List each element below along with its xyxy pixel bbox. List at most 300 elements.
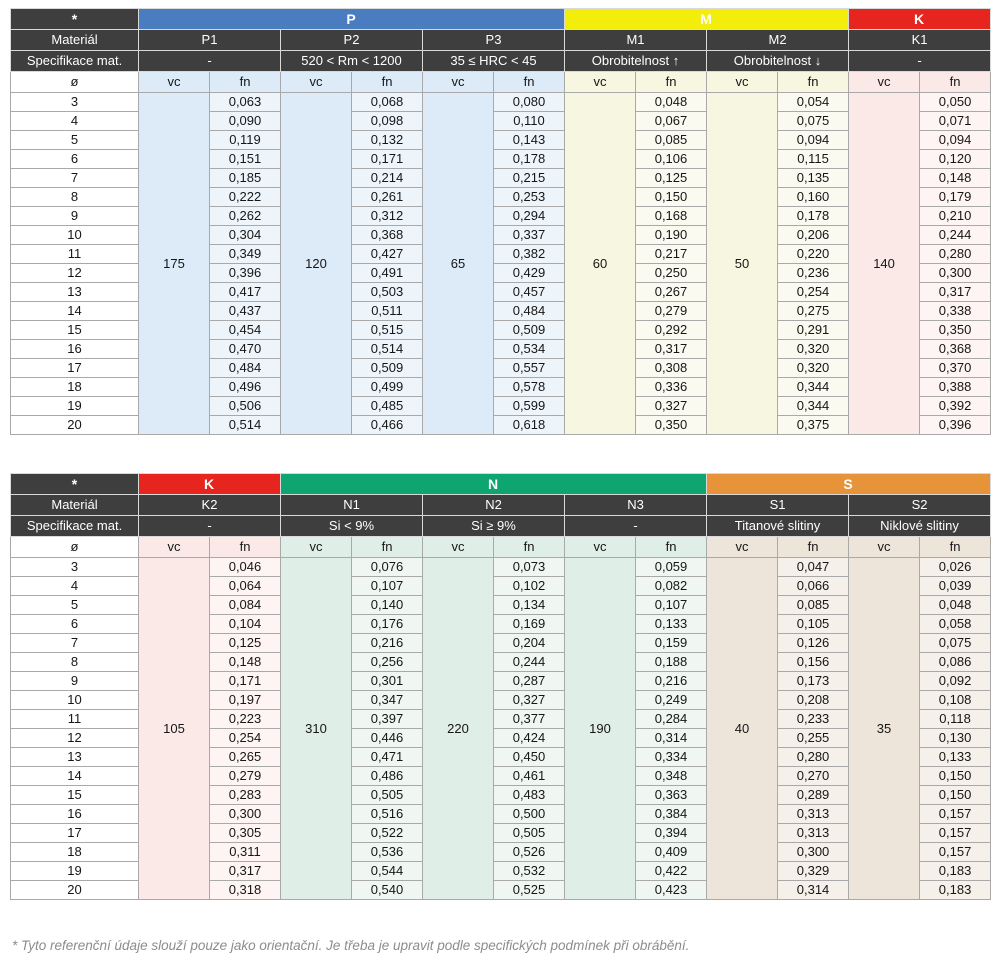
fn-value-cell: 0,143 <box>494 131 565 150</box>
fn-value-cell: 0,334 <box>636 748 707 767</box>
fn-value-cell: 0,206 <box>778 226 849 245</box>
fn-value-cell: 0,500 <box>494 805 565 824</box>
column-header-fn-M2: fn <box>778 72 849 93</box>
material-row-label: Materiál <box>11 30 139 51</box>
fn-value-cell: 0,368 <box>920 340 991 359</box>
fn-value-cell: 0,063 <box>210 93 281 112</box>
fn-value-cell: 0,499 <box>352 378 423 397</box>
diameter-cell: 8 <box>11 188 139 207</box>
diameter-cell: 18 <box>11 843 139 862</box>
fn-value-cell: 0,039 <box>920 577 991 596</box>
fn-value-cell: 0,363 <box>636 786 707 805</box>
fn-value-cell: 0,287 <box>494 672 565 691</box>
column-header-fn-K1: fn <box>920 72 991 93</box>
fn-value-cell: 0,505 <box>352 786 423 805</box>
fn-value-cell: 0,470 <box>210 340 281 359</box>
material-cell-K1: K1 <box>849 30 991 51</box>
column-header-vc-P2: vc <box>281 72 352 93</box>
fn-value-cell: 0,075 <box>920 634 991 653</box>
fn-value-cell: 0,423 <box>636 881 707 900</box>
diameter-cell: 14 <box>11 302 139 321</box>
vc-value-cell-K1: 140 <box>849 93 920 435</box>
spec-cell-S1: Titanové slitiny <box>707 516 849 537</box>
fn-value-cell: 0,279 <box>636 302 707 321</box>
fn-value-cell: 0,368 <box>352 226 423 245</box>
fn-value-cell: 0,544 <box>352 862 423 881</box>
fn-value-cell: 0,394 <box>636 824 707 843</box>
fn-value-cell: 0,320 <box>778 359 849 378</box>
fn-value-cell: 0,424 <box>494 729 565 748</box>
column-header-vc-N2: vc <box>423 537 494 558</box>
fn-value-cell: 0,318 <box>210 881 281 900</box>
fn-value-cell: 0,157 <box>920 824 991 843</box>
fn-value-cell: 0,289 <box>778 786 849 805</box>
fn-value-cell: 0,305 <box>210 824 281 843</box>
fn-value-cell: 0,534 <box>494 340 565 359</box>
fn-value-cell: 0,185 <box>210 169 281 188</box>
fn-value-cell: 0,484 <box>494 302 565 321</box>
diameter-cell: 18 <box>11 378 139 397</box>
fn-value-cell: 0,106 <box>636 150 707 169</box>
diameter-cell: 10 <box>11 226 139 245</box>
fn-value-cell: 0,105 <box>778 615 849 634</box>
fn-value-cell: 0,067 <box>636 112 707 131</box>
diameter-cell: 5 <box>11 131 139 150</box>
fn-value-cell: 0,382 <box>494 245 565 264</box>
fn-value-cell: 0,300 <box>920 264 991 283</box>
material-cell-N2: N2 <box>423 495 565 516</box>
fn-value-cell: 0,094 <box>920 131 991 150</box>
spec-cell-N1: Si < 9% <box>281 516 423 537</box>
column-header-fn-S1: fn <box>778 537 849 558</box>
fn-value-cell: 0,216 <box>352 634 423 653</box>
fn-value-cell: 0,388 <box>920 378 991 397</box>
fn-value-cell: 0,429 <box>494 264 565 283</box>
diameter-cell: 16 <box>11 340 139 359</box>
fn-value-cell: 0,515 <box>352 321 423 340</box>
material-cell-P2: P2 <box>281 30 423 51</box>
table-row <box>11 558 991 577</box>
fn-value-cell: 0,118 <box>920 710 991 729</box>
column-header-vc-N3: vc <box>565 537 636 558</box>
diameter-cell: 14 <box>11 767 139 786</box>
star-cell: * <box>11 9 139 30</box>
diameter-cell: 13 <box>11 748 139 767</box>
fn-value-cell: 0,236 <box>778 264 849 283</box>
material-cell-N1: N1 <box>281 495 423 516</box>
fn-value-cell: 0,110 <box>494 112 565 131</box>
column-header-vc-S2: vc <box>849 537 920 558</box>
fn-value-cell: 0,250 <box>636 264 707 283</box>
fn-value-cell: 0,294 <box>494 207 565 226</box>
fn-value-cell: 0,454 <box>210 321 281 340</box>
fn-value-cell: 0,208 <box>778 691 849 710</box>
fn-value-cell: 0,300 <box>210 805 281 824</box>
column-header-fn-P1: fn <box>210 72 281 93</box>
fn-value-cell: 0,125 <box>210 634 281 653</box>
fn-value-cell: 0,320 <box>778 340 849 359</box>
diameter-cell: 17 <box>11 824 139 843</box>
material-cell-S1: S1 <box>707 495 849 516</box>
fn-value-cell: 0,098 <box>352 112 423 131</box>
fn-value-cell: 0,338 <box>920 302 991 321</box>
fn-value-cell: 0,064 <box>210 577 281 596</box>
cutting-data-table-1 <box>10 8 991 435</box>
fn-value-cell: 0,071 <box>920 112 991 131</box>
diameter-cell: 20 <box>11 416 139 435</box>
fn-value-cell: 0,396 <box>920 416 991 435</box>
column-header-fn-S2: fn <box>920 537 991 558</box>
fn-value-cell: 0,026 <box>920 558 991 577</box>
fn-value-cell: 0,133 <box>636 615 707 634</box>
fn-value-cell: 0,422 <box>636 862 707 881</box>
column-header-fn-N1: fn <box>352 537 423 558</box>
fn-value-cell: 0,283 <box>210 786 281 805</box>
fn-value-cell: 0,130 <box>920 729 991 748</box>
fn-value-cell: 0,292 <box>636 321 707 340</box>
fn-value-cell: 0,417 <box>210 283 281 302</box>
fn-value-cell: 0,133 <box>920 748 991 767</box>
fn-value-cell: 0,220 <box>778 245 849 264</box>
fn-value-cell: 0,115 <box>778 150 849 169</box>
spec-cell-P1: - <box>139 51 281 72</box>
fn-value-cell: 0,176 <box>352 615 423 634</box>
fn-value-cell: 0,496 <box>210 378 281 397</box>
fn-value-cell: 0,157 <box>920 843 991 862</box>
fn-value-cell: 0,048 <box>920 596 991 615</box>
column-header-fn-K2: fn <box>210 537 281 558</box>
material-cell-N3: N3 <box>565 495 707 516</box>
fn-value-cell: 0,270 <box>778 767 849 786</box>
diameter-cell: 13 <box>11 283 139 302</box>
diameter-cell: 19 <box>11 397 139 416</box>
diameter-header: ø <box>11 72 139 93</box>
fn-value-cell: 0,514 <box>210 416 281 435</box>
fn-value-cell: 0,505 <box>494 824 565 843</box>
fn-value-cell: 0,254 <box>210 729 281 748</box>
spec-cell-S2: Niklové slitiny <box>849 516 991 537</box>
fn-value-cell: 0,125 <box>636 169 707 188</box>
fn-value-cell: 0,409 <box>636 843 707 862</box>
diameter-cell: 10 <box>11 691 139 710</box>
group-band-K: K <box>139 474 281 495</box>
diameter-cell: 4 <box>11 577 139 596</box>
vc-value-cell-P3: 65 <box>423 93 494 435</box>
fn-value-cell: 0,253 <box>494 188 565 207</box>
fn-value-cell: 0,267 <box>636 283 707 302</box>
fn-value-cell: 0,058 <box>920 615 991 634</box>
fn-value-cell: 0,511 <box>352 302 423 321</box>
fn-value-cell: 0,102 <box>494 577 565 596</box>
fn-value-cell: 0,249 <box>636 691 707 710</box>
fn-value-cell: 0,107 <box>636 596 707 615</box>
fn-value-cell: 0,349 <box>210 245 281 264</box>
group-band-M: M <box>565 9 849 30</box>
vc-value-cell-S2: 35 <box>849 558 920 900</box>
fn-value-cell: 0,233 <box>778 710 849 729</box>
fn-value-cell: 0,557 <box>494 359 565 378</box>
fn-value-cell: 0,516 <box>352 805 423 824</box>
diameter-cell: 9 <box>11 207 139 226</box>
fn-value-cell: 0,183 <box>920 862 991 881</box>
diameter-cell: 6 <box>11 615 139 634</box>
fn-value-cell: 0,375 <box>778 416 849 435</box>
fn-value-cell: 0,280 <box>778 748 849 767</box>
spec-row-label: Specifikace mat. <box>11 516 139 537</box>
material-cell-P3: P3 <box>423 30 565 51</box>
group-band-N: N <box>281 474 707 495</box>
fn-value-cell: 0,509 <box>352 359 423 378</box>
fn-value-cell: 0,317 <box>920 283 991 302</box>
fn-value-cell: 0,344 <box>778 378 849 397</box>
fn-value-cell: 0,312 <box>352 207 423 226</box>
fn-value-cell: 0,244 <box>920 226 991 245</box>
cutting-data-table-2 <box>10 473 991 900</box>
fn-value-cell: 0,471 <box>352 748 423 767</box>
fn-value-cell: 0,256 <box>352 653 423 672</box>
fn-value-cell: 0,461 <box>494 767 565 786</box>
fn-value-cell: 0,525 <box>494 881 565 900</box>
fn-value-cell: 0,068 <box>352 93 423 112</box>
diameter-cell: 16 <box>11 805 139 824</box>
diameter-cell: 8 <box>11 653 139 672</box>
fn-value-cell: 0,255 <box>778 729 849 748</box>
fn-value-cell: 0,392 <box>920 397 991 416</box>
fn-value-cell: 0,311 <box>210 843 281 862</box>
diameter-header: ø <box>11 537 139 558</box>
fn-value-cell: 0,108 <box>920 691 991 710</box>
fn-value-cell: 0,540 <box>352 881 423 900</box>
fn-value-cell: 0,526 <box>494 843 565 862</box>
group-band-S: S <box>707 474 991 495</box>
vc-value-cell-N2: 220 <box>423 558 494 900</box>
material-cell-P1: P1 <box>139 30 281 51</box>
column-header-vc-M2: vc <box>707 72 778 93</box>
vc-value-cell-N1: 310 <box>281 558 352 900</box>
fn-value-cell: 0,188 <box>636 653 707 672</box>
fn-value-cell: 0,279 <box>210 767 281 786</box>
material-cell-S2: S2 <box>849 495 991 516</box>
fn-value-cell: 0,446 <box>352 729 423 748</box>
diameter-cell: 9 <box>11 672 139 691</box>
vc-value-cell-P1: 175 <box>139 93 210 435</box>
fn-value-cell: 0,135 <box>778 169 849 188</box>
fn-value-cell: 0,327 <box>494 691 565 710</box>
column-header-fn-P3: fn <box>494 72 565 93</box>
fn-value-cell: 0,092 <box>920 672 991 691</box>
fn-value-cell: 0,314 <box>636 729 707 748</box>
fn-value-cell: 0,509 <box>494 321 565 340</box>
fn-value-cell: 0,119 <box>210 131 281 150</box>
cutting-data-table-top-wrap <box>10 8 990 435</box>
fn-value-cell: 0,291 <box>778 321 849 340</box>
fn-value-cell: 0,215 <box>494 169 565 188</box>
fn-value-cell: 0,377 <box>494 710 565 729</box>
fn-value-cell: 0,179 <box>920 188 991 207</box>
fn-value-cell: 0,048 <box>636 93 707 112</box>
fn-value-cell: 0,532 <box>494 862 565 881</box>
diameter-cell: 19 <box>11 862 139 881</box>
vc-value-cell-P2: 120 <box>281 93 352 435</box>
fn-value-cell: 0,370 <box>920 359 991 378</box>
fn-value-cell: 0,329 <box>778 862 849 881</box>
fn-value-cell: 0,503 <box>352 283 423 302</box>
fn-value-cell: 0,150 <box>920 786 991 805</box>
fn-value-cell: 0,150 <box>636 188 707 207</box>
spec-cell-K1: - <box>849 51 991 72</box>
fn-value-cell: 0,244 <box>494 653 565 672</box>
fn-value-cell: 0,082 <box>636 577 707 596</box>
fn-value-cell: 0,148 <box>210 653 281 672</box>
diameter-cell: 17 <box>11 359 139 378</box>
diameter-cell: 12 <box>11 264 139 283</box>
fn-value-cell: 0,090 <box>210 112 281 131</box>
fn-value-cell: 0,506 <box>210 397 281 416</box>
cutting-data-table-bottom-wrap <box>10 473 990 900</box>
footnote: * Tyto referenční údaje slouží pouze jako orientační. Je třeba je upravit podle specifických podmínek při obrábění. <box>12 938 690 953</box>
diameter-cell: 15 <box>11 321 139 340</box>
fn-value-cell: 0,486 <box>352 767 423 786</box>
fn-value-cell: 0,308 <box>636 359 707 378</box>
fn-value-cell: 0,054 <box>778 93 849 112</box>
spec-cell-M2: Obrobitelnost ↓ <box>707 51 849 72</box>
fn-value-cell: 0,336 <box>636 378 707 397</box>
fn-value-cell: 0,132 <box>352 131 423 150</box>
fn-value-cell: 0,314 <box>778 881 849 900</box>
fn-value-cell: 0,254 <box>778 283 849 302</box>
fn-value-cell: 0,073 <box>494 558 565 577</box>
fn-value-cell: 0,157 <box>920 805 991 824</box>
fn-value-cell: 0,197 <box>210 691 281 710</box>
fn-value-cell: 0,134 <box>494 596 565 615</box>
fn-value-cell: 0,397 <box>352 710 423 729</box>
fn-value-cell: 0,396 <box>210 264 281 283</box>
fn-value-cell: 0,261 <box>352 188 423 207</box>
fn-value-cell: 0,301 <box>352 672 423 691</box>
fn-value-cell: 0,317 <box>636 340 707 359</box>
column-header-vc-K2: vc <box>139 537 210 558</box>
column-header-vc-N1: vc <box>281 537 352 558</box>
fn-value-cell: 0,599 <box>494 397 565 416</box>
fn-value-cell: 0,483 <box>494 786 565 805</box>
table-row <box>11 93 991 112</box>
fn-value-cell: 0,327 <box>636 397 707 416</box>
fn-value-cell: 0,173 <box>778 672 849 691</box>
fn-value-cell: 0,050 <box>920 93 991 112</box>
diameter-cell: 15 <box>11 786 139 805</box>
column-header-vc-K1: vc <box>849 72 920 93</box>
fn-value-cell: 0,313 <box>778 805 849 824</box>
fn-value-cell: 0,466 <box>352 416 423 435</box>
column-header-fn-N2: fn <box>494 537 565 558</box>
fn-value-cell: 0,265 <box>210 748 281 767</box>
fn-value-cell: 0,150 <box>920 767 991 786</box>
fn-value-cell: 0,222 <box>210 188 281 207</box>
fn-value-cell: 0,086 <box>920 653 991 672</box>
fn-value-cell: 0,384 <box>636 805 707 824</box>
fn-value-cell: 0,171 <box>352 150 423 169</box>
fn-value-cell: 0,059 <box>636 558 707 577</box>
material-row-label: Materiál <box>11 495 139 516</box>
column-header-fn-M1: fn <box>636 72 707 93</box>
column-header-vc-P1: vc <box>139 72 210 93</box>
diameter-cell: 6 <box>11 150 139 169</box>
group-band-K: K <box>849 9 991 30</box>
vc-value-cell-S1: 40 <box>707 558 778 900</box>
fn-value-cell: 0,178 <box>494 150 565 169</box>
material-cell-M1: M1 <box>565 30 707 51</box>
fn-value-cell: 0,160 <box>778 188 849 207</box>
fn-value-cell: 0,491 <box>352 264 423 283</box>
group-band-P: P <box>139 9 565 30</box>
fn-value-cell: 0,450 <box>494 748 565 767</box>
fn-value-cell: 0,484 <box>210 359 281 378</box>
spec-cell-N3: - <box>565 516 707 537</box>
fn-value-cell: 0,169 <box>494 615 565 634</box>
diameter-cell: 20 <box>11 881 139 900</box>
fn-value-cell: 0,148 <box>920 169 991 188</box>
diameter-cell: 7 <box>11 169 139 188</box>
fn-value-cell: 0,075 <box>778 112 849 131</box>
fn-value-cell: 0,223 <box>210 710 281 729</box>
fn-value-cell: 0,046 <box>210 558 281 577</box>
column-header-vc-S1: vc <box>707 537 778 558</box>
diameter-cell: 11 <box>11 710 139 729</box>
fn-value-cell: 0,183 <box>920 881 991 900</box>
vc-value-cell-K2: 105 <box>139 558 210 900</box>
fn-value-cell: 0,084 <box>210 596 281 615</box>
vc-value-cell-M2: 50 <box>707 93 778 435</box>
diameter-cell: 3 <box>11 558 139 577</box>
fn-value-cell: 0,085 <box>636 131 707 150</box>
fn-value-cell: 0,284 <box>636 710 707 729</box>
fn-value-cell: 0,337 <box>494 226 565 245</box>
fn-value-cell: 0,094 <box>778 131 849 150</box>
fn-value-cell: 0,344 <box>778 397 849 416</box>
fn-value-cell: 0,076 <box>352 558 423 577</box>
fn-value-cell: 0,350 <box>920 321 991 340</box>
spec-cell-K2: - <box>139 516 281 537</box>
fn-value-cell: 0,140 <box>352 596 423 615</box>
fn-value-cell: 0,514 <box>352 340 423 359</box>
fn-value-cell: 0,485 <box>352 397 423 416</box>
fn-value-cell: 0,066 <box>778 577 849 596</box>
fn-value-cell: 0,168 <box>636 207 707 226</box>
vc-value-cell-M1: 60 <box>565 93 636 435</box>
fn-value-cell: 0,618 <box>494 416 565 435</box>
fn-value-cell: 0,159 <box>636 634 707 653</box>
diameter-cell: 12 <box>11 729 139 748</box>
fn-value-cell: 0,300 <box>778 843 849 862</box>
diameter-cell: 4 <box>11 112 139 131</box>
fn-value-cell: 0,107 <box>352 577 423 596</box>
star-cell: * <box>11 474 139 495</box>
fn-value-cell: 0,457 <box>494 283 565 302</box>
fn-value-cell: 0,104 <box>210 615 281 634</box>
fn-value-cell: 0,522 <box>352 824 423 843</box>
fn-value-cell: 0,080 <box>494 93 565 112</box>
column-header-fn-N3: fn <box>636 537 707 558</box>
column-header-vc-P3: vc <box>423 72 494 93</box>
fn-value-cell: 0,304 <box>210 226 281 245</box>
fn-value-cell: 0,280 <box>920 245 991 264</box>
vc-value-cell-N3: 190 <box>565 558 636 900</box>
fn-value-cell: 0,085 <box>778 596 849 615</box>
diameter-cell: 11 <box>11 245 139 264</box>
fn-value-cell: 0,437 <box>210 302 281 321</box>
spec-cell-M1: Obrobitelnost ↑ <box>565 51 707 72</box>
fn-value-cell: 0,120 <box>920 150 991 169</box>
